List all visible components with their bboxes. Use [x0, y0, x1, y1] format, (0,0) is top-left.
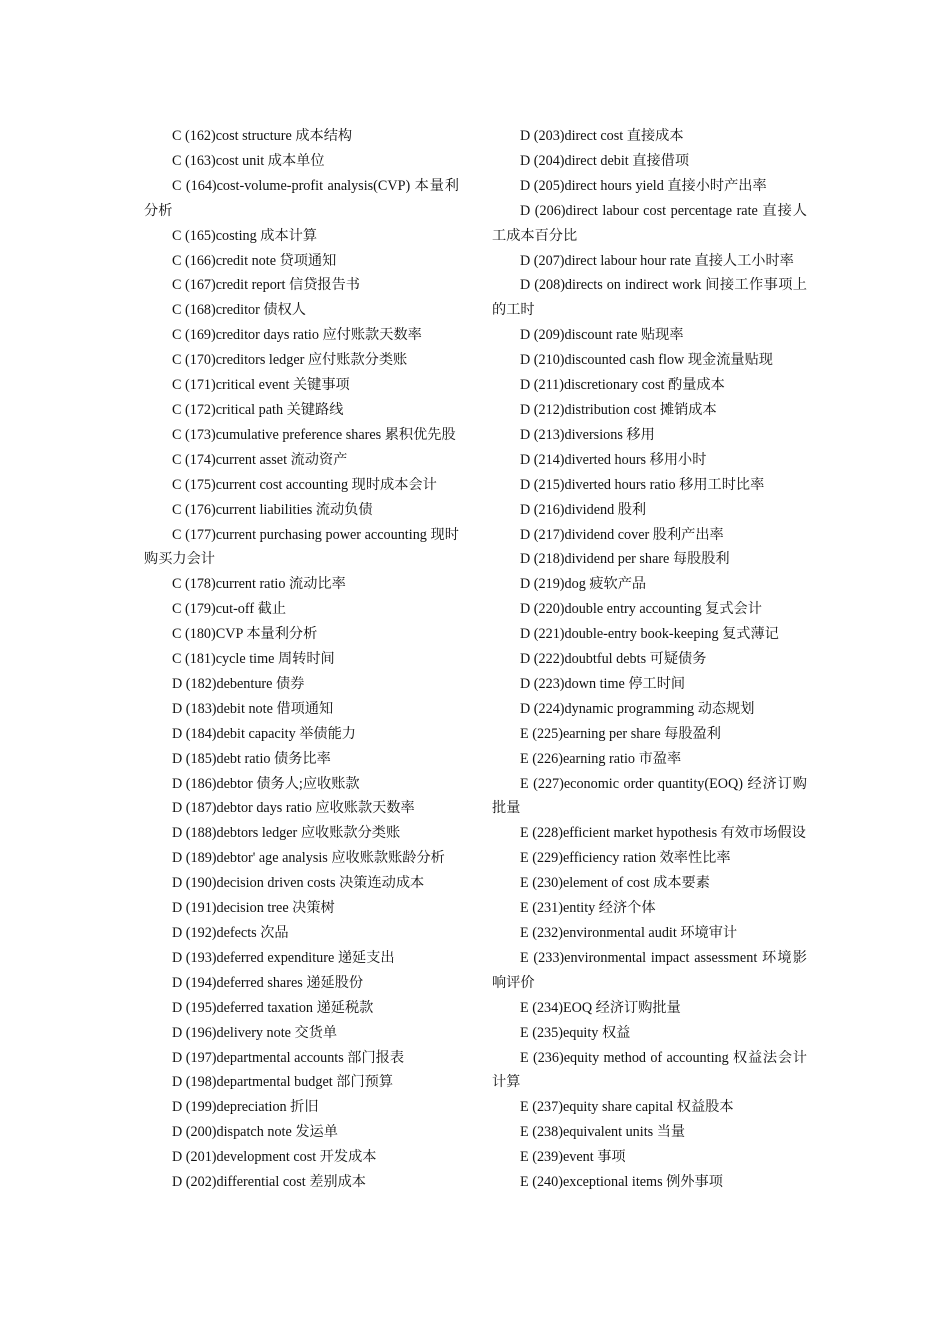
glossary-entry: C (176)current liabilities 流动负债 — [172, 501, 373, 518]
glossary-entry: D (204)direct debit 直接借项 — [520, 152, 690, 169]
glossary-entry: C (171)critical event 关键事项 — [172, 377, 350, 394]
glossary-entry: D (189)debtor' age analysis 应收账款账龄分析 — [172, 850, 445, 867]
glossary-entry: D (202)differential cost 差别成本 — [172, 1174, 366, 1191]
glossary-entry: E (227)economic order quantity(EOQ) 经济订购批量 — [492, 775, 807, 817]
glossary-entry: D (218)dividend per share 每股股利 — [520, 551, 730, 568]
glossary-entry: D (220)double entry accounting 复式会计 — [520, 601, 762, 618]
glossary-entry: D (209)discount rate 贴现率 — [520, 327, 684, 344]
glossary-entry: D (224)dynamic programming 动态规划 — [520, 700, 755, 717]
glossary-entry: D (223)down time 停工时间 — [520, 675, 686, 692]
glossary-entry: D (199)depreciation 折旧 — [172, 1099, 319, 1116]
glossary-entry: C (175)current cost accounting 现时成本会计 — [172, 476, 437, 493]
glossary-entry: C (170)creditors ledger 应付账款分类账 — [172, 352, 408, 369]
glossary-entry: D (219)dog 疲软产品 — [520, 576, 647, 593]
glossary-entry: D (203)direct cost 直接成本 — [520, 128, 684, 144]
glossary-entry: D (191)decision tree 决策树 — [172, 900, 335, 917]
glossary-entry: D (198)departmental budget 部门预算 — [172, 1074, 394, 1091]
glossary-entry: D (221)double-entry book-keeping 复式薄记 — [520, 626, 779, 643]
glossary-entry: D (187)debtor days ratio 应收账款天数率 — [172, 800, 415, 817]
glossary-entry: C (177)current purchasing power accounting 现时购买力会计 — [144, 526, 459, 568]
right-column — [492, 124, 807, 1195]
glossary-entry: C (178)current ratio 流动比率 — [172, 576, 346, 593]
glossary-entry: D (196)delivery note 交货单 — [172, 1024, 338, 1041]
glossary-entry: D (200)dispatch note 发运单 — [172, 1124, 338, 1141]
glossary-entry: E (234)EOQ 经济订购批量 — [520, 999, 681, 1016]
glossary-entry: C (165)costing 成本计算 — [172, 227, 318, 244]
glossary-entry: C (181)cycle time 周转时间 — [172, 651, 335, 668]
glossary-entry: D (201)development cost 开发成本 — [172, 1149, 377, 1166]
glossary-entry: C (172)critical path 关键路线 — [172, 401, 344, 418]
glossary-entry: D (213)diversions 移用 — [520, 426, 655, 443]
glossary-entry: D (216)dividend 股利 — [520, 501, 647, 518]
glossary-entry: D (207)direct labour hour rate 直接人工小时率 — [520, 252, 794, 269]
glossary-entry: D (217)dividend cover 股利产出率 — [520, 526, 724, 543]
glossary-entry: C (174)current asset 流动资产 — [172, 451, 348, 468]
glossary-entry: D (182)debenture 债券 — [172, 675, 305, 692]
glossary-entry: C (164)cost-volume-profit analysis(CVP) 本量利分析 — [144, 177, 459, 219]
glossary-entry: C (163)cost unit 成本单位 — [172, 152, 325, 169]
glossary-entry: D (211)discretionary cost 酌量成本 — [520, 377, 725, 394]
glossary-entry: C (167)credit report 信贷报告书 — [172, 277, 360, 294]
glossary-entry: E (236)equity method of accounting 权益法会计计算 — [492, 1049, 807, 1091]
glossary-entry: D (197)departmental accounts 部门报表 — [172, 1049, 405, 1066]
glossary-entry: D (215)diverted hours ratio 移用工时比率 — [520, 476, 765, 493]
glossary-entry: E (229)efficiency ration 效率性比率 — [520, 850, 731, 867]
glossary-entry: C (180)CVP 本量利分析 — [172, 626, 318, 643]
glossary-entry: E (237)equity share capital 权益股本 — [520, 1099, 734, 1116]
glossary-entry: D (214)diverted hours 移用小时 — [520, 451, 707, 468]
glossary-entry: D (184)debit capacity 举债能力 — [172, 725, 356, 742]
glossary-entry: D (206)direct labour cost percentage rate 直接人工成本百分比 — [492, 202, 807, 244]
glossary-entry: D (208)directs on indirect work 间接工作事项上的工时 — [492, 277, 807, 319]
glossary-entry: C (169)creditor days ratio 应付账款天数率 — [172, 327, 422, 344]
glossary-entry: E (235)equity 权益 — [520, 1024, 631, 1041]
left-column — [144, 124, 459, 1195]
glossary-entry: E (225)earning per share 每股盈利 — [520, 725, 721, 742]
glossary-entry: D (210)discounted cash flow 现金流量贴现 — [520, 352, 773, 369]
glossary-entry: E (232)environmental audit 环境审计 — [520, 925, 738, 941]
glossary-entry: C (162)cost structure 成本结构 — [172, 128, 353, 144]
glossary-entry: E (239)event 事项 — [520, 1149, 626, 1166]
glossary-entry: D (222)doubtful debts 可疑债务 — [520, 651, 707, 668]
glossary-entry: D (183)debit note 借项通知 — [172, 700, 334, 717]
glossary-entry: D (193)deferred expenditure 递延支出 — [172, 949, 395, 966]
glossary-entry: D (205)direct hours yield 直接小时产出率 — [520, 177, 767, 194]
glossary-entry: E (228)efficient market hypothesis 有效市场假设 — [520, 825, 806, 842]
glossary-entry: D (188)debtors ledger 应收账款分类账 — [172, 825, 401, 842]
glossary-entry: E (226)earning ratio 市盈率 — [520, 750, 682, 767]
glossary-entry: D (212)distribution cost 摊销成本 — [520, 401, 717, 418]
glossary-entry: D (192)defects 次品 — [172, 925, 289, 941]
glossary-entry: E (238)equivalent units 当量 — [520, 1124, 686, 1141]
glossary-entry: D (194)deferred shares 递延股份 — [172, 974, 364, 991]
glossary-entry: C (168)creditor 债权人 — [172, 302, 306, 319]
glossary-entry: D (195)deferred taxation 递延税款 — [172, 999, 374, 1016]
glossary-entry: C (173)cumulative preference shares 累积优先股 — [172, 426, 456, 443]
glossary-entry: E (231)entity 经济个体 — [520, 900, 656, 917]
glossary-entry: C (166)credit note 贷项通知 — [172, 252, 337, 269]
glossary-entry: D (185)debt ratio 债务比率 — [172, 750, 331, 767]
glossary-entry: C (179)cut-off 截止 — [172, 601, 287, 618]
glossary-entry: E (233)environmental impact assessment 环境影响评价 — [492, 949, 807, 991]
glossary-entry: E (240)exceptional items 例外事项 — [520, 1174, 723, 1191]
glossary-entry: E (230)element of cost 成本要素 — [520, 875, 710, 892]
glossary-entry: D (186)debtor 债务人;应收账款 — [172, 775, 360, 792]
glossary-entry: D (190)decision driven costs 决策连动成本 — [172, 875, 425, 892]
